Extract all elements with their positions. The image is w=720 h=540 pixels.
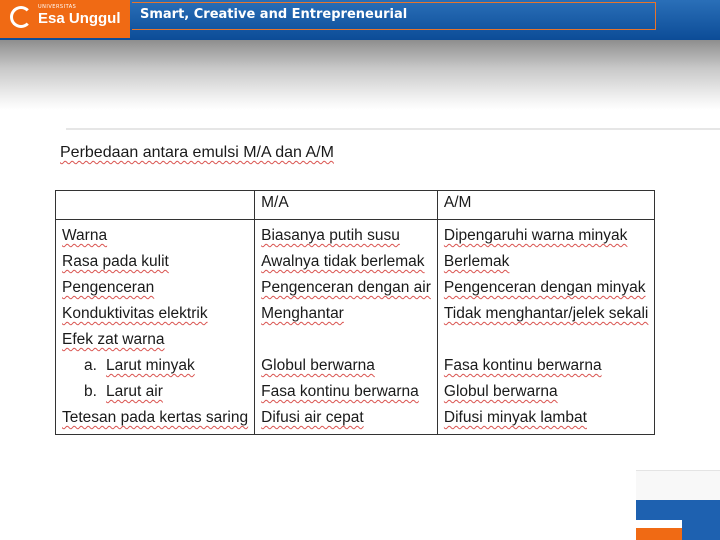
table-body-row xyxy=(56,220,655,435)
divider xyxy=(66,128,720,130)
logo-ring-icon xyxy=(10,6,32,28)
header-shade xyxy=(0,40,720,110)
list-item: Efek zat warna xyxy=(62,331,165,348)
list-item: Tidak menghantar/jelek sekali xyxy=(443,305,649,322)
list-item: Awalnya tidak berlemak xyxy=(261,253,425,270)
list-item: Warna xyxy=(62,227,108,244)
am-column xyxy=(437,220,654,435)
list-item: Tetesan pada kertas saring xyxy=(62,409,249,426)
property-column xyxy=(56,220,255,435)
university-logo[interactable] xyxy=(0,0,130,38)
list-item: Fasa kontinu berwarna xyxy=(443,357,602,374)
list-item: a. Larut minyak xyxy=(84,357,195,374)
footer-decoration xyxy=(636,470,720,501)
footer-blue-block xyxy=(682,500,720,540)
list-item: Fasa kontinu berwarna xyxy=(261,383,419,400)
tagline: Smart, Creative and Entrepreneurial xyxy=(140,7,408,22)
list-item: Pengenceran xyxy=(62,279,155,296)
logo-name: Esa Unggul xyxy=(38,10,121,27)
list-item: Konduktivitas elektrik xyxy=(62,305,208,322)
list-item: Biasanya putih susu xyxy=(261,227,400,244)
list-item: Globul berwarna xyxy=(443,383,558,400)
header-bar xyxy=(0,0,720,40)
list-item: Pengenceran dengan air xyxy=(261,279,431,296)
list-item: Menghantar xyxy=(261,305,344,322)
table-header-cell xyxy=(56,191,255,220)
list-item: b. Larut air xyxy=(84,383,163,400)
table-header-cell: A/M xyxy=(437,191,654,220)
logo-small-text: UNIVERSITAS xyxy=(38,4,77,10)
comparison-table xyxy=(55,190,655,435)
list-item: Berlemak xyxy=(443,253,510,270)
list-item: Dipengaruhi warna minyak xyxy=(443,227,628,244)
table-header-row xyxy=(56,191,655,220)
list-item: Pengenceran dengan minyak xyxy=(443,279,646,296)
list-item: Difusi minyak lambat xyxy=(443,409,587,426)
ma-column xyxy=(255,220,438,435)
list-item: Globul berwarna xyxy=(261,357,375,374)
list-item: Difusi air cepat xyxy=(261,409,364,426)
table-header-cell: M/A xyxy=(255,191,438,220)
list-item xyxy=(261,327,431,353)
document-title: Perbedaan antara emulsi M/A dan A/M xyxy=(60,144,334,161)
list-item xyxy=(444,327,648,353)
list-item: Rasa pada kulit xyxy=(62,253,169,270)
